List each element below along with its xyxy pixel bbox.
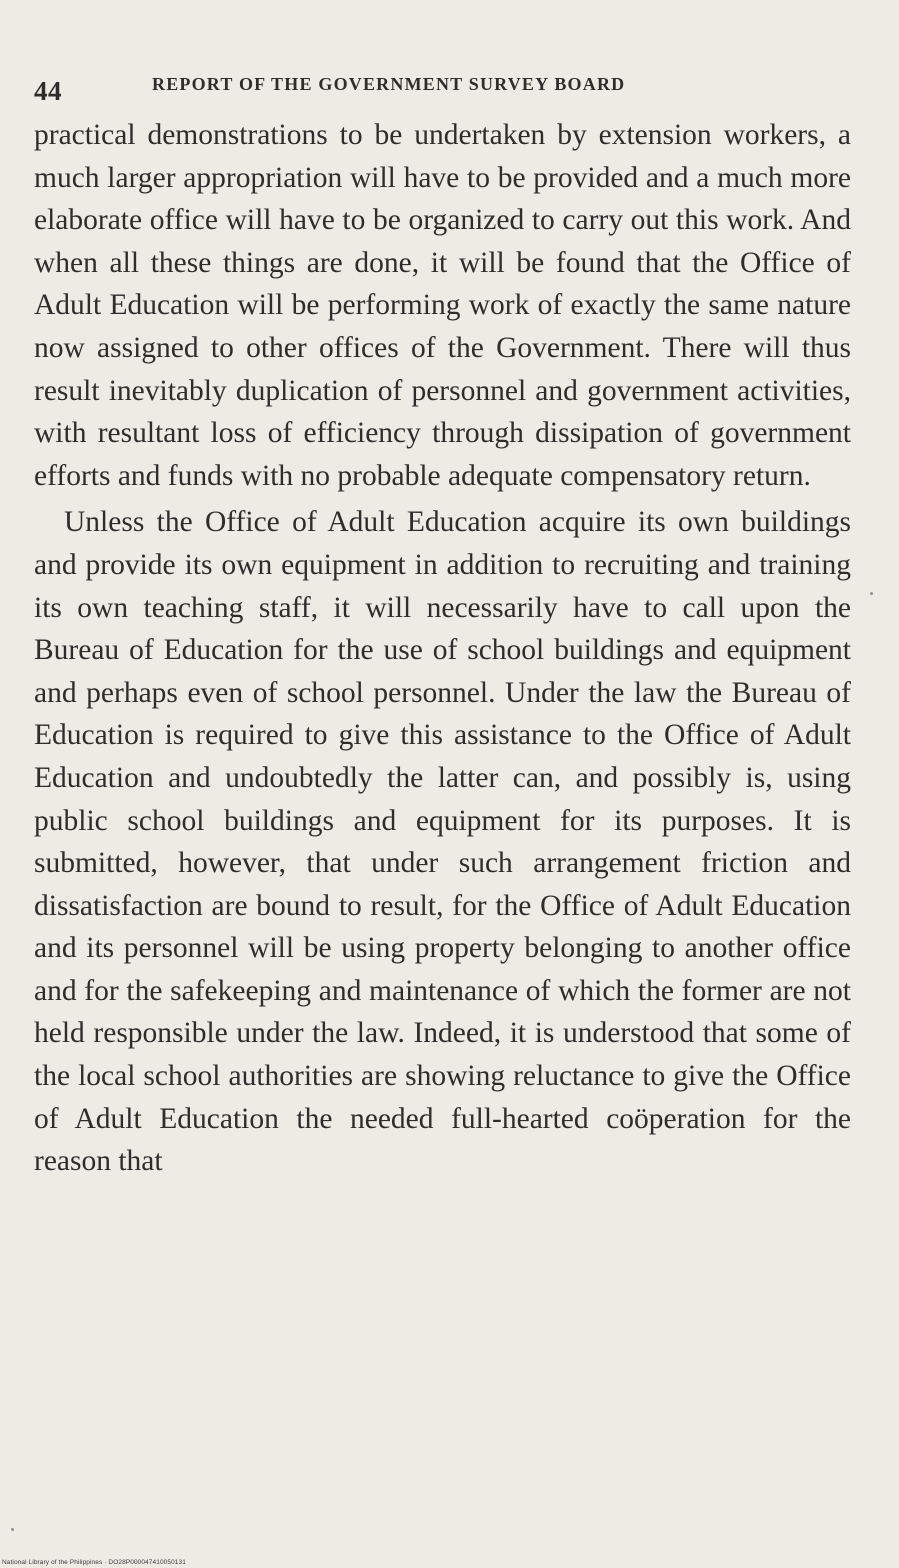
source-note: National Library of the Philippines · DO28P000047410050131 <box>2 1559 186 1566</box>
body-text <box>34 114 851 1183</box>
page-header <box>34 62 851 110</box>
running-head: REPORT OF THE GOVERNMENT SURVEY BOARD <box>152 74 626 94</box>
paragraph-continued: practical demonstrations to be undertaken by extension workers, a much larger appropriation will have to be provided and a much more elaborate office will have to be organized to carry out this work. And when all these things are done, it will be found that the Office of Adult Education will be performing work of exactly the same nature now assigned to other offices of the Government. There will thus result inevitably duplication of personnel and government activities, with resultant loss of efficiency through dissipation of government efforts and funds with no probable adequate compensatory return. <box>34 119 851 492</box>
page-number: 44 <box>34 76 62 106</box>
ink-speck <box>11 1528 14 1531</box>
paragraph: Unless the Office of Adult Education acquire its own buildings and provide its own equipment in addition to recruiting and training its own teaching staff, it will necessarily have to call upon the Bureau of Education for the use of school buildings and equipment and perhaps even of school personnel. Under the law the Bureau of Education is required to give this assistance to the Office of Adult Education and undoubtedly the latter can, and possibly is, using public school buildings and equipment for its purposes. It is submitted, however, that under such arrangement friction and dissatisfaction are bound to result, for the Office of Adult Education and its personnel will be using property belonging to another office and for the safekeeping and maintenance of which the former are not held responsible under the law. Indeed, it is understood that some of the local school authorities are showing reluctance to give the Office of Adult Education the needed full-hearted coöperation for the reason that <box>34 506 851 1178</box>
ink-speck <box>870 592 873 595</box>
